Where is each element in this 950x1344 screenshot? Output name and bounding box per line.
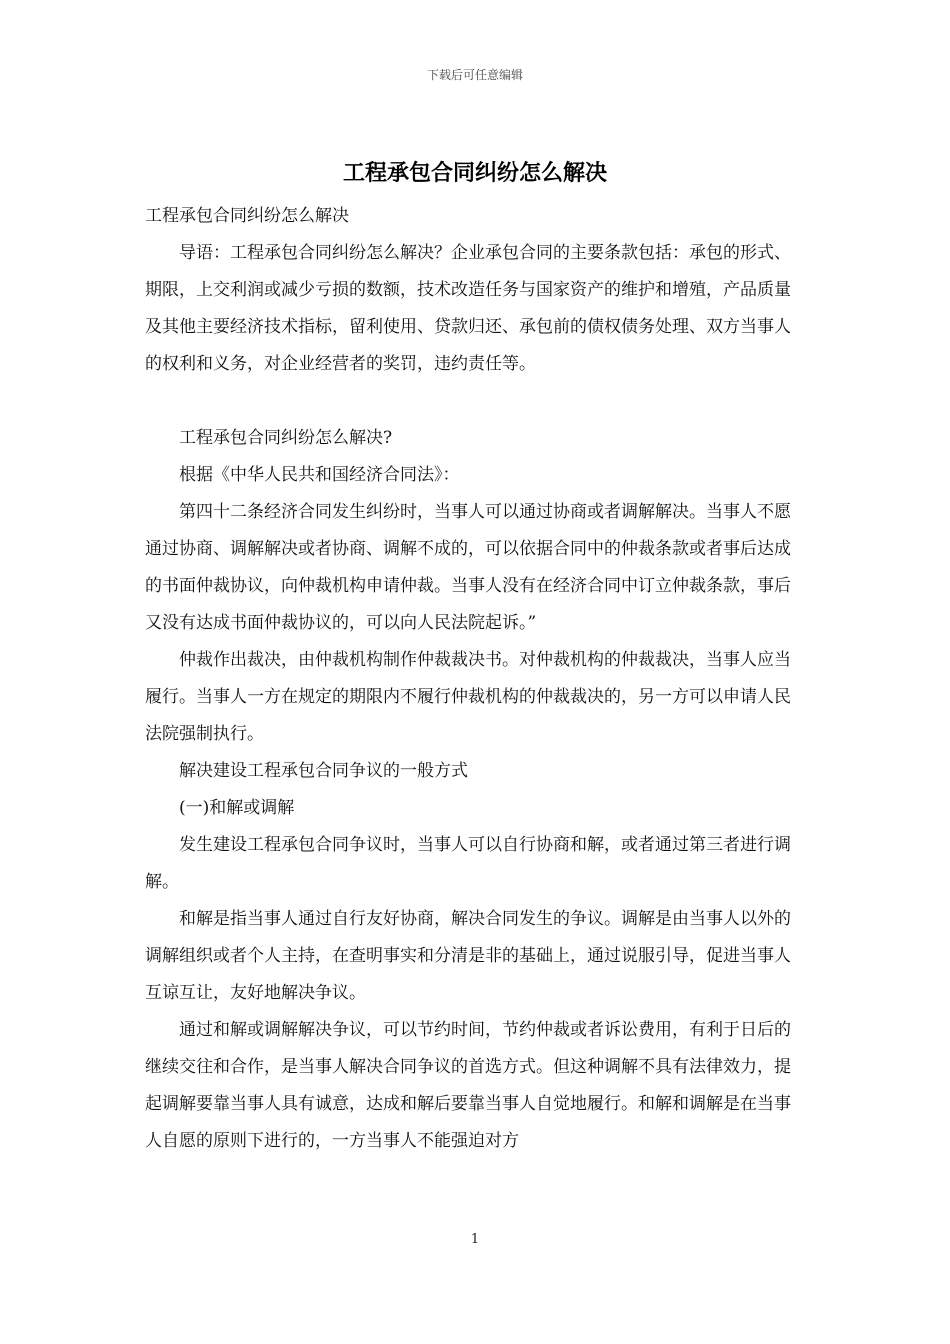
subsection-heading: (一)和解或调解 [179,798,295,818]
body-paragraph: 发生建设工程承包合同争议时，当事人可以自行协商和解，或者通过第三者进行调解。 [145,835,791,892]
document-body [145,198,805,1160]
page-header: 下载后可任意编辑 [426,68,523,82]
question-paragraph: 工程承包合同纠纷怎么解决? [179,428,393,448]
paragraph-gap [145,383,805,420]
arbitration-paragraph: 仲裁作出裁决，由仲裁机构制作仲裁裁决书。对仲裁机构的仲裁裁决，当事人应当履行。当事人一方在规定的期限内不履行仲裁机构的仲裁裁决的，另一方可以申请人民法院强制执行。 [145,650,791,744]
page-number: 1 [470,1232,480,1247]
document-title: 工程承包合同纠纷怎么解决 [342,160,607,186]
intro-paragraph: 导语：工程承包合同纠纷怎么解决？企业承包合同的主要条款包括：承包的形式、期限，上交利润或减少亏损的数额，技术改造任务与国家资产的维护和增殖，产品质量及其他主要经济技术指标，留利使用、贷款归还、承包前的债权债务处理、双方当事人的权利和义务，对企业经营者的奖罚，违约责任等。 [145,243,791,374]
body-paragraph: 和解是指当事人通过自行友好协商，解决合同发生的争议。调解是由当事人以外的调解组织或者个人主持，在查明事实和分清是非的基础上，通过说服引导，促进当事人互谅互让，友好地解决争议。 [145,909,791,1003]
subtitle-paragraph: 工程承包合同纠纷怎么解决 [145,206,349,226]
section-heading: 解决建设工程承包合同争议的一般方式 [179,761,468,781]
article-42-paragraph: 第四十二条经济合同发生纠纷时，当事人可以通过协商或者调解解决。当事人不愿通过协商、调解解决或者协商、调解不成的，可以依据合同中的仲裁条款或者事后达成的书面仲裁协议，向仲裁机构申请仲裁。当事人没有在经济合同中订立仲裁条款，事后又没有达成书面仲裁协议的，可以向人民法院起诉。” [145,502,791,633]
law-reference-paragraph: 根据《中华人民共和国经济合同法》： [179,465,460,485]
body-paragraph: 通过和解或调解解决争议，可以节约时间，节约仲裁或者诉讼费用，有利于日后的继续交往和合作，是当事人解决合同争议的首选方式。但这种调解不具有法律效力，提起调解要靠当事人具有诚意，达成和解后要靠当事人自觉地履行。和解和调解是在当事人自愿的原则下进行的，一方当事人不能强迫对方 [145,1020,791,1151]
